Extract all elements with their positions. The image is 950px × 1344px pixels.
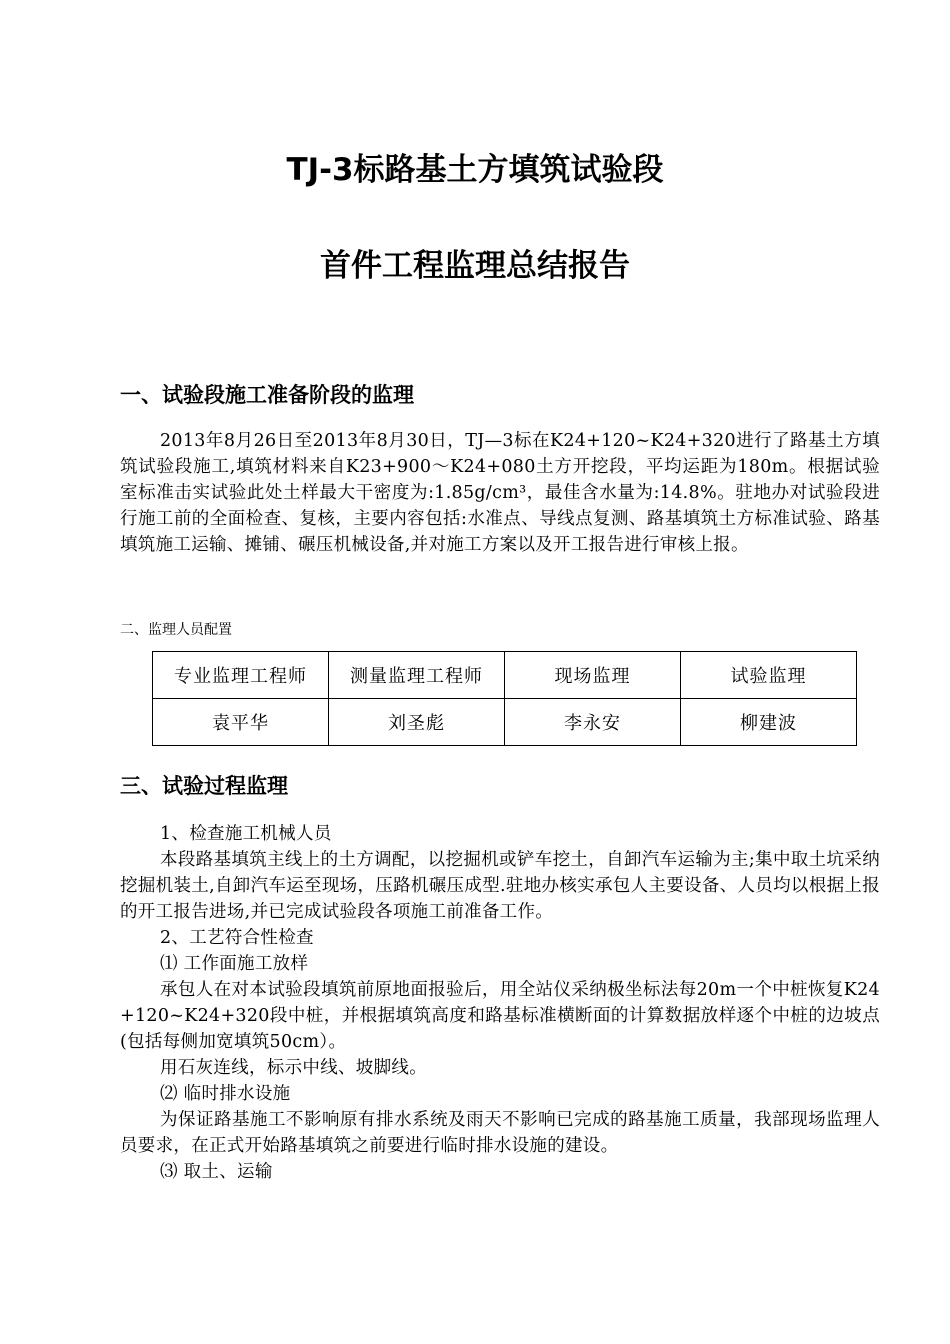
section1-paragraph: 2013年8月26日至2013年8月30日，TJ—3标在K24+120~K24+320进行了路基土方填筑试验段施工,填筑材料来自K23+900～K24+080土方开挖段，平均运距为180m。根据试验室标准击实试验此处土样最大干密度为:1.85g/cm³，最佳含水量为:14.8%。驻地办对试验段进行施工前的全面检查、复核，主要内容包括:水准点、导线点复测、路基填筑土方标准试验、路基填筑施工运输、摊铺、碾压机械设备,并对施工方案以及开工报告进行审核上报。	[120, 431, 880, 555]
staff-table-header-row	[153, 652, 857, 699]
section3-body	[120, 821, 880, 1185]
report-title-line2: 首件工程监理总结报告	[320, 248, 630, 284]
report-title-line1: TJ-3标路基土方填筑试验段	[286, 152, 664, 188]
table-header-cell: 专业监理工程师	[153, 652, 329, 699]
table-cell: 李永安	[505, 699, 681, 746]
table-cell: 袁平华	[153, 699, 329, 746]
table-header-cell: 测量监理工程师	[329, 652, 505, 699]
list-item: 1、检查施工机械人员	[160, 824, 332, 844]
table-header-cell: 现场监理	[505, 652, 681, 699]
section2-heading: 二、监理人员配置	[120, 622, 232, 638]
list-item: 承包人在对本试验段填筑前原地面报验后，用全站仪采纳极坐标法每20m一个中桩恢复K24+120~K24+320段中桩，并根据填筑高度和路基标准横断面的计算数据放样逐个中桩的边坡点(包括每侧加宽填筑50cm）。	[120, 980, 880, 1052]
staff-table	[152, 651, 857, 746]
list-item: ⑴ 工作面施工放样	[160, 954, 309, 974]
table-cell: 柳建波	[681, 699, 857, 746]
section3-heading: 三、试验过程监理	[120, 774, 288, 798]
list-item: 本段路基填筑主线上的土方调配，以挖掘机或铲车挖土，自卸汽车运输为主;集中取土坑采纳挖掘机装土,自卸汽车运至现场，压路机碾压成型.驻地办核实承包人主要设备、人员均以根据上报的开工报告进场,并已完成试验段各项施工前准备工作。	[120, 850, 880, 922]
table-row	[153, 699, 857, 746]
list-item: ⑶ 取土、运输	[160, 1162, 273, 1182]
section1-heading: 一、试验段施工准备阶段的监理	[120, 383, 414, 407]
table-header-cell: 试验监理	[681, 652, 857, 699]
table-cell: 刘圣彪	[329, 699, 505, 746]
list-item: 为保证路基施工不影响原有排水系统及雨天不影响已完成的路基施工质量，我部现场监理人员要求，在正式开始路基填筑之前要进行临时排水设施的建设。	[120, 1110, 880, 1156]
list-item: 用石灰连线，标示中线、坡脚线。	[160, 1058, 427, 1078]
list-item: 2、工艺符合性检查	[160, 928, 314, 948]
list-item: ⑵ 临时排水设施	[160, 1084, 291, 1104]
